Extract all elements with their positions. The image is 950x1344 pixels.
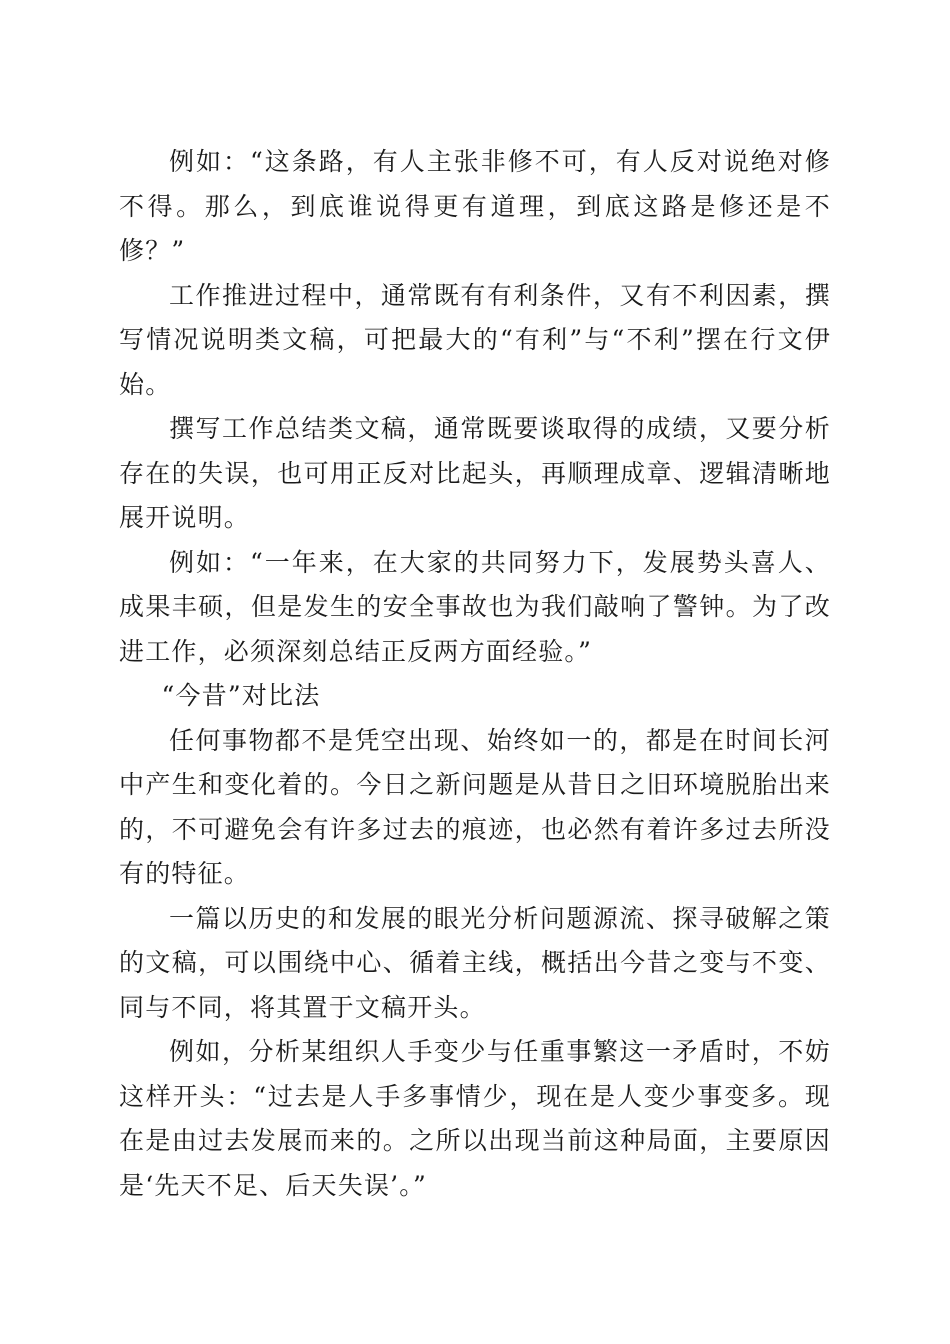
- paragraph-road-example: 例如：“这条路，有人主张非修不可，有人反对说绝对修不得。那么，到底谁说得更有道理，到底这路是修还是不修？”: [119, 147, 831, 265]
- section-heading-past-present: “今昔”对比法: [161, 681, 321, 710]
- paragraph-things-change: 任何事物都不是凭空出现、始终如一的，都是在时间长河中产生和变化着的。今日之新问题是从昔日之旧环境脱胎出来的，不可避免会有许多过去的痕迹，也必然有着许多过去所没有的特征。: [119, 725, 831, 888]
- paragraph-year-example: 例如：“一年来，在大家的共同努力下，发展势头喜人、成果丰硕，但是发生的安全事故也为我们敲响了警钟。为了改进工作，必须深刻总结正反两方面经验。”: [119, 547, 831, 666]
- paragraph-staffing-example: 例如，分析某组织人手变少与任重事繁这一矛盾时，不妨这样开头：“过去是人手多事情少，现在是人变少事变多。现在是由过去发展而来的。之所以出现当前这种局面，主要原因是‘先天不足、后天失误’。”: [119, 1037, 831, 1200]
- paragraph-historical-view: 一篇以历史的和发展的眼光分析问题源流、探寻破解之策的文稿，可以围绕中心、循着主线，概括出今昔之变与不变、同与不同，将其置于文稿开头。: [119, 903, 831, 1022]
- document-body: [119, 140, 831, 1208]
- paragraph-favorable-unfavorable: 工作推进过程中，通常既有有利条件，又有不利因素，撰写情况说明类文稿，可把最大的“有利”与“不利”摆在行文伊始。: [119, 280, 831, 399]
- paragraph-work-summary: 撰写工作总结类文稿，通常既要谈取得的成绩，又要分析存在的失误，也可用正反对比起头，再顺理成章、逻辑清晰地展开说明。: [119, 414, 831, 532]
